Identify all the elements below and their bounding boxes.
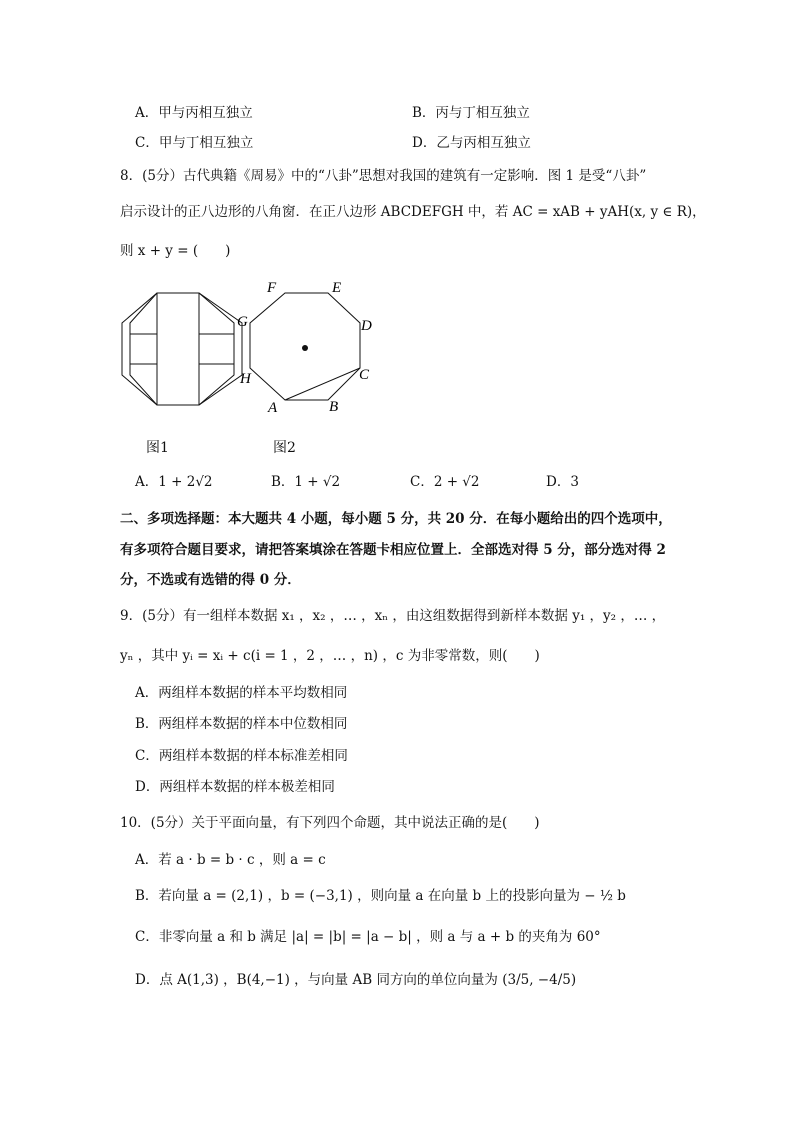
q9-stem-line2: yₙ ，其中 yᵢ = xᵢ + c(i = 1 ，2 ，… ，n) ，c 为非零常数，则( ) bbox=[120, 648, 540, 664]
vertex-label-a: A bbox=[268, 400, 278, 416]
q7-option-a[interactable]: A．甲与丙相互独立 bbox=[135, 105, 253, 121]
q9-stem-line1: 9．(5分）有一组样本数据 x₁ ，x₂ ，… ，xₙ ，由这组数据得到新样本数据 y₁ ，y₂ ，… ， bbox=[120, 608, 666, 624]
figure2-caption: 图2 bbox=[273, 440, 296, 456]
vertex-label-f: F bbox=[267, 280, 277, 296]
q10-option-d[interactable]: D．点 A(1,3) ，B(4,−1) ，与向量 AB 同方向的单位向量为 (3/5, −4/5) bbox=[135, 972, 577, 988]
vertex-label-e: E bbox=[332, 280, 342, 296]
figure2-center-dot bbox=[302, 345, 308, 351]
q8-stem-line3: 则 x + y = ( ) bbox=[120, 243, 231, 259]
section2-instructions-line3: 分，不选或有选错的得 0 分． bbox=[120, 572, 301, 588]
vertex-label-d: D bbox=[361, 318, 372, 334]
q8-option-d[interactable]: D．3 bbox=[546, 474, 579, 490]
q9-option-c[interactable]: C．两组样本数据的样本标准差相同 bbox=[135, 748, 348, 764]
q10-option-b[interactable]: B．若向量 a = (2,1) ，b = (−3,1) ，则向量 a 在向量 b 上的投影向量为 − ½ b bbox=[135, 888, 626, 904]
q8-option-c[interactable]: C．2 + √2 bbox=[410, 474, 480, 490]
q8-option-b[interactable]: B．1 + √2 bbox=[271, 474, 341, 490]
figure1-octagon-window bbox=[122, 293, 242, 405]
vertex-label-g: G bbox=[237, 314, 248, 330]
q9-option-a[interactable]: A．两组样本数据的样本平均数相同 bbox=[135, 685, 348, 701]
q8-option-a[interactable]: A．1 + 2√2 bbox=[135, 474, 213, 490]
q10-option-c[interactable]: C．非零向量 a 和 b 满足 |a| = |b| = |a − b| ，则 a 与 a + b 的夹角为 60° bbox=[135, 929, 601, 945]
q7-option-d[interactable]: D．乙与丙相互独立 bbox=[412, 135, 531, 151]
q10-option-a[interactable]: A．若 a · b = b · c ，则 a = c bbox=[135, 852, 326, 868]
q9-option-b[interactable]: B．两组样本数据的样本中位数相同 bbox=[135, 716, 348, 732]
vertex-label-c: C bbox=[359, 367, 370, 383]
figure1-caption: 图1 bbox=[146, 440, 169, 456]
vertex-label-b: B bbox=[329, 399, 339, 415]
q8-figures bbox=[115, 278, 395, 423]
section2-instructions-line2: 有多项符合题目要求，请把答案填涂在答题卡相应位置上．全部选对得 5 分，部分选对得 2 bbox=[120, 542, 666, 558]
q7-option-c[interactable]: C．甲与丁相互独立 bbox=[135, 135, 254, 151]
q8-stem-line2: 启示设计的正八边形的八角窗．在正八边形 ABCDEFGH 中，若 AC = xAB + yAH(x, y ∈ R)， bbox=[120, 204, 706, 220]
q7-option-b[interactable]: B．丙与丁相互独立 bbox=[412, 105, 530, 121]
q10-stem: 10．(5分）关于平面向量，有下列四个命题，其中说法正确的是( ) bbox=[120, 815, 540, 831]
q8-stem-line1: 8．(5分）古代典籍《周易》中的“八卦”思想对我国的建筑有一定影响．图 1 是受“八卦” bbox=[120, 168, 647, 184]
vertex-label-h: H bbox=[240, 371, 251, 387]
q9-option-d[interactable]: D．两组样本数据的样本极差相同 bbox=[135, 779, 335, 795]
section2-instructions-line1: 二、多项选择题：本大题共 4 小题，每小题 5 分，共 20 分．在每小题给出的四个选项中， bbox=[120, 511, 672, 527]
